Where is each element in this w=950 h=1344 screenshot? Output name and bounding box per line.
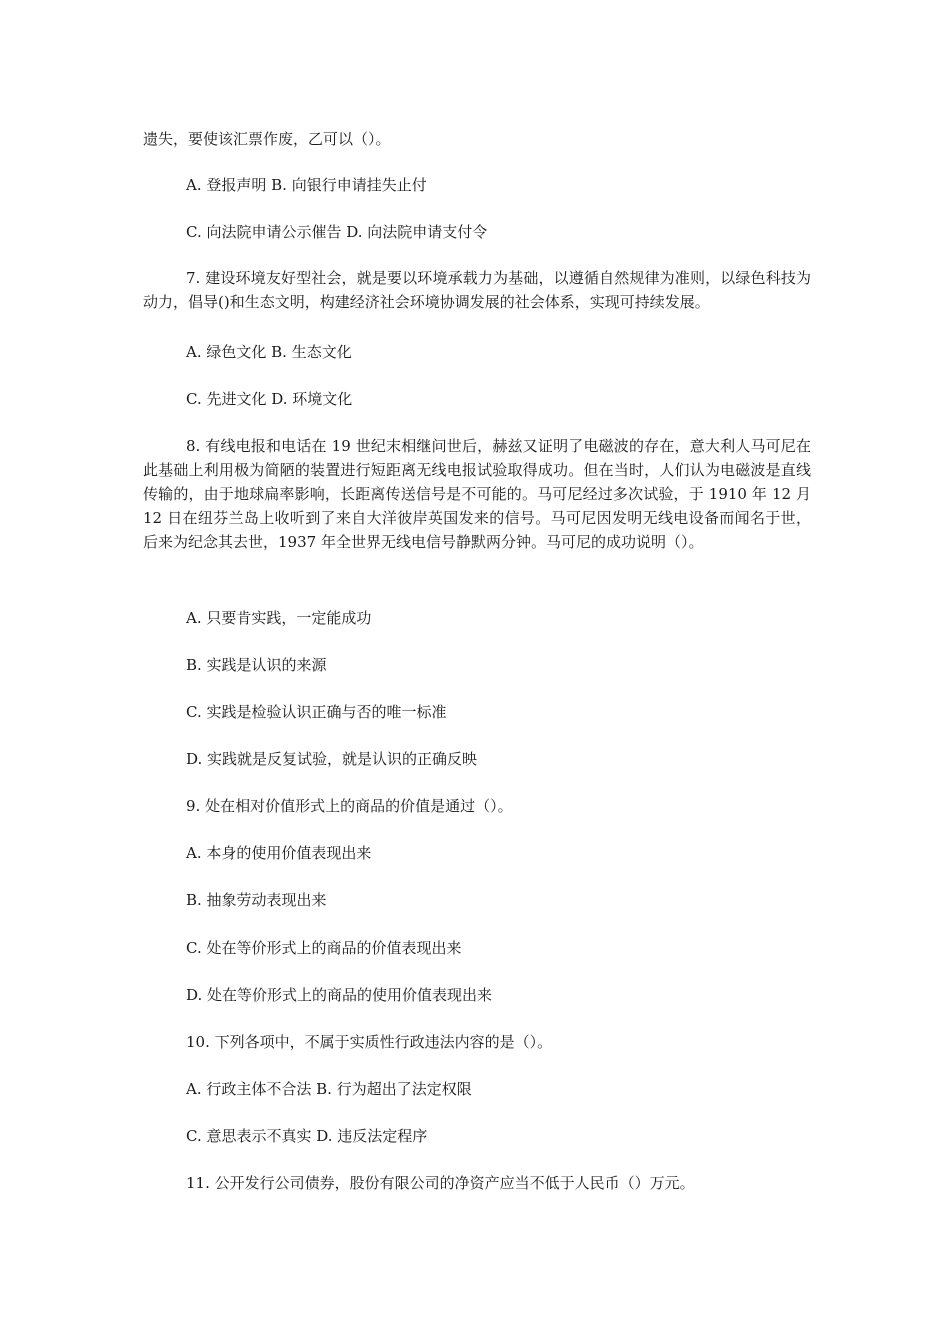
q8-option-a: A. 只要肯实践，一定能成功 — [186, 609, 372, 627]
q9-question: 9. 处在相对价值形式上的商品的价值是通过（）。 — [186, 797, 513, 815]
q6-options-ab: A. 登报声明 B. 向银行申请挂失止付 — [186, 176, 427, 194]
q6-tail-text: 遗失，要使该汇票作废，乙可以（）。 — [143, 130, 391, 148]
q10-options-cd: C. 意思表示不真实 D. 违反法定程序 — [186, 1127, 428, 1145]
q9-option-d: D. 处在等价形式上的商品的使用价值表现出来 — [186, 986, 493, 1004]
q7-options-ab: A. 绿色文化 B. 生态文化 — [186, 343, 352, 361]
q9-option-a: A. 本身的使用价值表现出来 — [186, 844, 372, 862]
q7-options-cd: C. 先进文化 D. 环境文化 — [186, 390, 353, 408]
q9-option-c: C. 处在等价形式上的商品的价值表现出来 — [186, 939, 462, 957]
q11-question: 11. 公开发行公司债券，股份有限公司的净资产应当不低于人民币（）万元。 — [186, 1174, 695, 1192]
q7-question: 7. 建设环境友好型社会，就是要以环境承载力为基础，以遵循自然规律为准则，以绿色科技为动力，倡导()和生态文明，构建经济社会环境协调发展的社会体系，实现可持续发展。 — [143, 269, 811, 311]
q9-option-b: B. 抽象劳动表现出来 — [186, 891, 327, 909]
q8-option-b: B. 实践是认识的来源 — [186, 656, 327, 674]
q8-option-d: D. 实践就是反复试验，就是认识的正确反映 — [186, 750, 478, 768]
q8-option-c: C. 实践是检验认识正确与否的唯一标准 — [186, 703, 447, 721]
q8-question: 8. 有线电报和电话在 19 世纪末相继问世后，赫兹又证明了电磁波的存在，意大利人马可尼在此基础上利用极为简陋的装置进行短距离无线电报试验取得成功。但在当时，人们认为电磁波是直线传输的，由于地球扁率影响，长距离传送信号是不可能的。马可尼经过多次试验，于 1910 年 12 月 12 日在纽芬兰岛上收听到了来自大洋彼岸英国发来的信号。马可尼因发明无线电设备而闻名于世，后来为纪念其去世，1937 年全世界无线电信号静默两分钟。马可尼的成功说明（）。 — [143, 437, 811, 551]
q6-options-cd: C. 向法院申请公示催告 D. 向法院申请支付令 — [186, 223, 488, 241]
q10-options-ab: A. 行政主体不合法 B. 行为超出了法定权限 — [186, 1080, 472, 1098]
q10-question: 10. 下列各项中，不属于实质性行政违法内容的是（）。 — [186, 1033, 553, 1051]
